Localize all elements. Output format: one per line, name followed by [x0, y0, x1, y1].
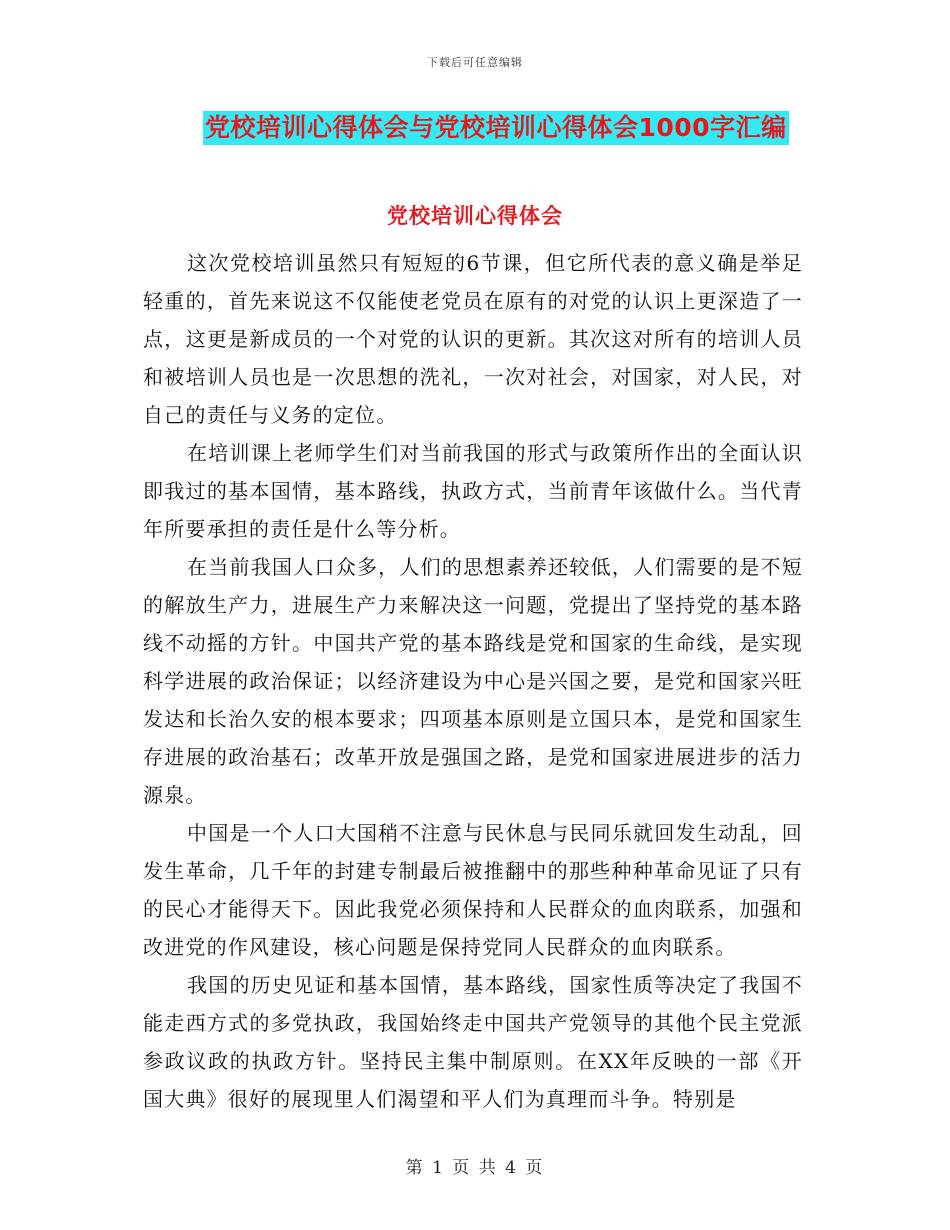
- body-paragraph: 在培训课上老师学生们对当前我国的形式与政策所作出的全面认识即我过的基本国情，基本路线，执政方式，当前青年该做什么。当代青年所要承担的责任是什么等分析。: [143, 441, 803, 541]
- body-paragraph: 中国是一个人口大国稍不注意与民休息与民同乐就回发生动乱，回发生革命，几千年的封建专制最后被推翻中的那些种种革命见证了只有的民心才能得天下。因此我党必须保持和人民群众的血肉联系，加强和改进党的作风建设，核心问题是保持党同人民群众的血肉联系。: [143, 821, 803, 959]
- section-title: 党校培训心得体会: [387, 204, 563, 228]
- body-paragraph: 这次党校培训虽然只有短短的6节课，但它所代表的意义确是举足轻重的，首先来说这不仅能使老党员在原有的对党的认识上更深造了一点，这更是新成员的一个对党的认识的更新。其次这对所有的培训人员和被培训人员也是一次思想的洗礼，一次对社会，对国家，对人民，对自己的责任与义务的定位。: [143, 251, 803, 427]
- document-body: [143, 245, 803, 1119]
- document-title: 党校培训心得体会与党校培训心得体会1000字汇编: [203, 111, 789, 145]
- page-number-footer: 第 1 页 共 4 页: [405, 1158, 545, 1178]
- header-note: 下载后可任意编辑: [427, 56, 523, 69]
- body-paragraph: 我国的历史见证和基本国情，基本路线，国家性质等决定了我国不能走西方式的多党执政，我国始终走中国共产党领导的其他个民主党派参政议政的执政方针。坚持民主集中制原则。在XX年反映的一部《开国大典》很好的展现里人们渴望和平人们为真理而斗争。特别是: [143, 973, 803, 1111]
- body-paragraph: 在当前我国人口众多，人们的思想素养还较低，人们需要的是不短的解放生产力，进展生产力来解决这一问题，党提出了坚持党的基本路线不动摇的方针。中国共产党的基本路线是党和国家的生命线，是实现科学进展的政治保证；以经济建设为中心是兴国之要，是党和国家兴旺发达和长治久安的根本要求；四项基本原则是立国只本，是党和国家生存进展的政治基石；改革开放是强国之路，是党和国家进展进步的活力源泉。: [143, 555, 803, 807]
